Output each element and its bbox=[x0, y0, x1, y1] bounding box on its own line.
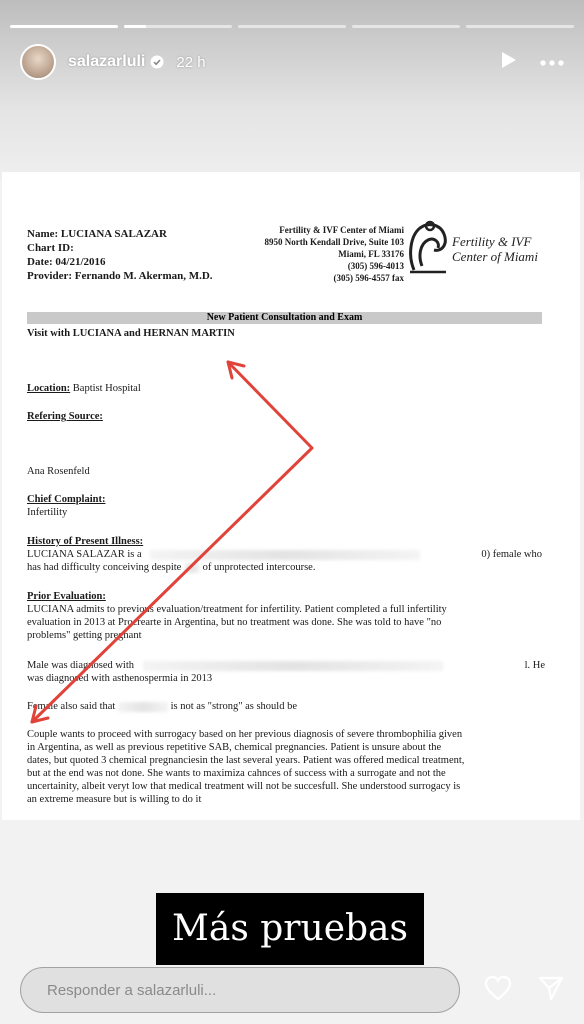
visit-date: Date: 04/21/2016 bbox=[27, 256, 106, 268]
clinic-name: Fertility & IVF Center of Miami bbox=[279, 225, 404, 235]
history-line-2-start: has had difficulty conceiving despite bbox=[27, 562, 182, 573]
section-title-bar: New Patient Consultation and Exam bbox=[27, 312, 542, 324]
post-time: 22 h bbox=[176, 53, 206, 71]
clinic-street: 8950 North Kendall Drive, Suite 103 bbox=[264, 237, 404, 247]
location-label: Location: bbox=[27, 383, 71, 394]
clinic-phone: (305) 596-4013 bbox=[347, 261, 404, 271]
couple-line-6: an extreme measure but is willing to do it bbox=[27, 794, 202, 805]
story-caption: Más pruebas bbox=[156, 893, 424, 965]
reply-placeholder: Responder a salazarluli... bbox=[47, 981, 217, 999]
clinic-fax: (305) 596-4557 fax bbox=[333, 273, 404, 283]
clinic-city: Miami, FL 33176 bbox=[338, 249, 404, 259]
female-line-end: is not as "strong" as should be bbox=[170, 701, 298, 712]
chief-label: Chief Complaint: bbox=[27, 494, 106, 505]
send-icon[interactable] bbox=[538, 975, 564, 1006]
heart-icon[interactable] bbox=[484, 975, 512, 1006]
couple-line-3: dates, but quoted 3 chemical pregnanciesin the last several years. Patient was offered medical treatment, bbox=[27, 755, 465, 766]
male-line-1-end: l. He bbox=[524, 660, 545, 671]
refering-value: Ana Rosenfeld bbox=[27, 466, 90, 477]
couple-line-4: but at the end was not done. She wants to maximiza cahnces of success with a surrogate and not the bbox=[27, 768, 446, 779]
chart-id: Chart ID: bbox=[27, 242, 74, 254]
prior-line-1: LUCIANA admits to previous evaluation/treatment for infertility. Patient completed a full infertility bbox=[27, 604, 447, 615]
story-footer bbox=[20, 964, 564, 1016]
history-label: History of Present Illness: bbox=[27, 536, 144, 547]
provider: Provider: Fernando M. Akerman, M.D. bbox=[27, 270, 213, 282]
prior-label: Prior Evaluation: bbox=[27, 591, 106, 602]
history-line-1-end: 0) female who bbox=[481, 549, 542, 560]
chief-value: Infertility bbox=[27, 507, 68, 518]
history-line-2-end: of unprotected intercourse. bbox=[202, 562, 316, 573]
patient-name: Name: LUCIANA SALAZAR bbox=[27, 228, 167, 240]
male-line-2: was diagnosed with asthenospermia in 2013 bbox=[27, 673, 213, 684]
prior-line-2: evaluation in 2013 at Procrearte in Argentina, but no treatment was done. She was told to have "no bbox=[27, 617, 442, 628]
location-value: Baptist Hospital bbox=[72, 383, 141, 394]
female-line-start: Female also said that bbox=[27, 701, 116, 712]
couple-line-1: Couple wants to proceed with surrogacy based on her previous diagnosis of severe thrombophilia given bbox=[27, 729, 463, 740]
prior-line-3: problems" getting pregnant bbox=[27, 630, 142, 641]
username[interactable]: salazarluli bbox=[68, 53, 146, 70]
logo-line-2: Center of Miami bbox=[452, 249, 538, 264]
refering-label-text: Refering Source: bbox=[27, 411, 103, 422]
logo-line-1: Fertility & IVF bbox=[452, 234, 532, 249]
male-line-1-start: Male was diagnosed with bbox=[27, 660, 135, 671]
history-line-1-start: LUCIANA SALAZAR is a bbox=[27, 549, 142, 560]
reply-input[interactable] bbox=[20, 967, 460, 1013]
couple-line-2: in Argentina, as well as previous repetitive SAB, chemical pregnancies. Patient is unsure about the bbox=[27, 742, 442, 753]
couple-line-5: uncertainity, albeit veryt low that medical treatment will not be succesfull. She understood surrogacy is bbox=[27, 781, 461, 792]
visit-line: Visit with LUCIANA and HERNAN MARTIN bbox=[27, 328, 235, 339]
